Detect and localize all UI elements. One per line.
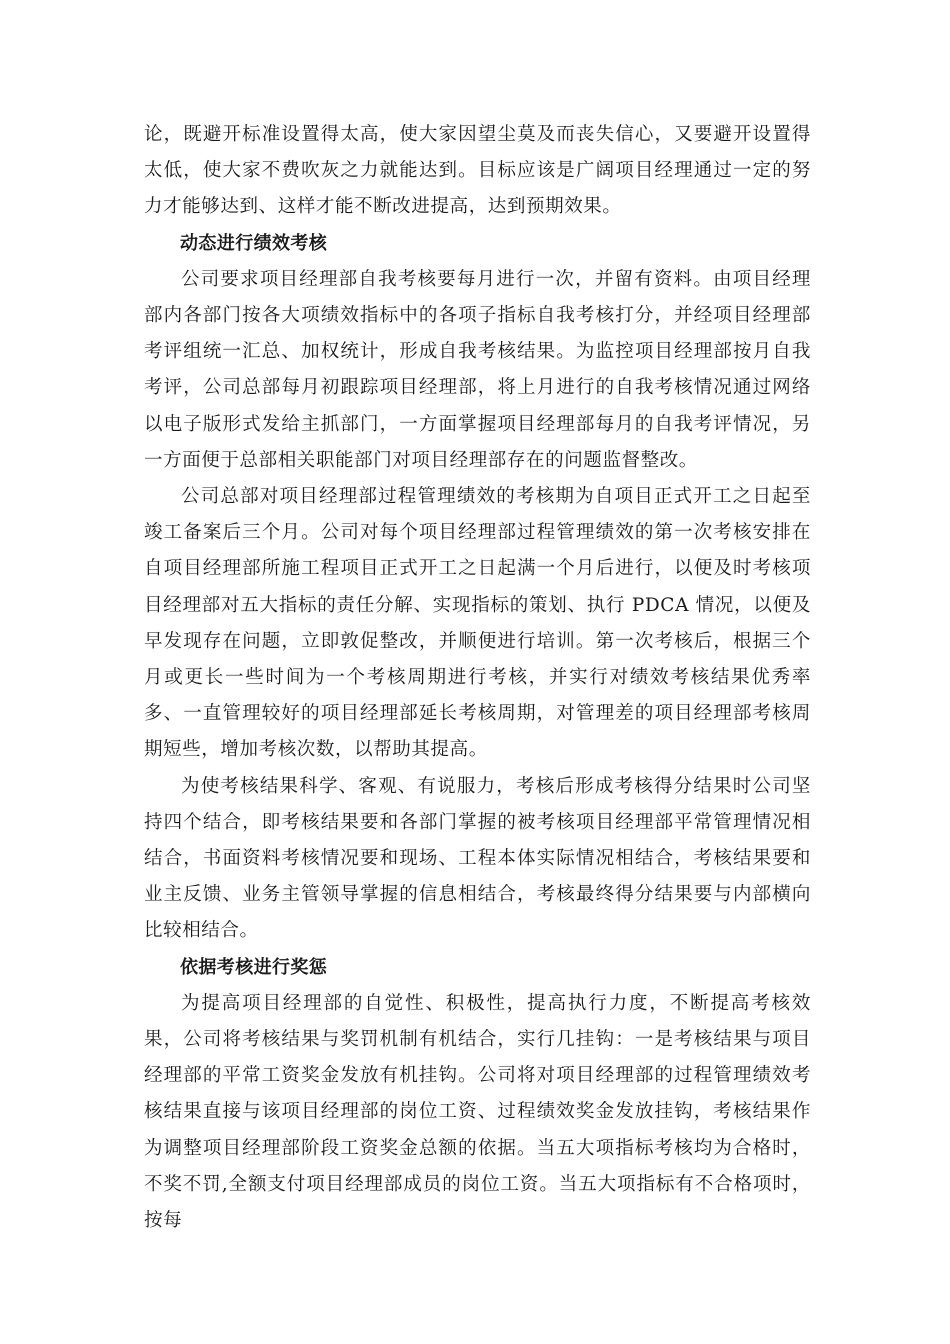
paragraph-monthly-self-assessment: 公司要求项目经理部自我考核要每月进行一次，并留有资料。由项目经理部内各部门按各大项绩效指标中的各项子指标自我考核打分，并经项目经理部考评组统一汇总、加权统计，形成自我考核结果。为监控项目经理部按月自我考评，公司总部每月初跟踪项目经理部，将上月进行的自我考核情况通过网络以电子版形式发给主抓部门，一方面掌握项目经理部每月的自我考评情况，另一方面便于总部相关职能部门对项目经理部存在的问题监督整改。	[144, 268, 811, 471]
paragraph-four-combinations: 为使考核结果科学、客观、有说服力，考核后形成考核得分结果时公司坚持四个结合，即考核结果要和各部门掌握的被考核项目经理部平常管理情况相结合，书面资料考核情况要和现场、工程本体实际情况相结合，考核结果要和业主反馈、业务主管领导掌握的信息相结合，考核最终得分结果要与内部横向比较相结合。	[144, 775, 811, 942]
section-heading-rewards-penalties: 依据考核进行奖惩	[180, 956, 328, 978]
section-heading-dynamic-assessment: 动态进行绩效考核	[180, 232, 328, 254]
paragraph-reward-linkage: 为提高项目经理部的自觉性、积极性，提高执行力度，不断提高考核效果，公司将考核结果与奖罚机制有机结合，实行几挂钩：一是考核结果与项目经理部的平常工资奖金发放有机挂钩。公司将对项目经理部的过程管理绩效考核结果直接与该项目经理部的岗位工资、过程绩效奖金发放挂钩，考核结果作为调整项目经理部阶段工资奖金总额的依据。当五大项指标考核均为合格时，不奖不罚,全额支付项目经理部成员的岗位工资。当五大项指标有不合格项时，按每	[144, 992, 811, 1232]
paragraph-continued: 论，既避开标准设置得太高，使大家因望尘莫及而丧失信心，又要避开设置得太低，使大家不费吹灰之力就能达到。目标应该是广阔项目经理通过一定的努力才能够达到、这样才能不断改进提高，达到预期效果。	[144, 124, 811, 218]
paragraph-assessment-period: 公司总部对项目经理部过程管理绩效的考核期为自项目正式开工之日起至竣工备案后三个月。公司对每个项目经理部过程管理绩效的第一次考核安排在自项目经理部所施工程项目正式开工之日起满一个月后进行，以便及时考核项目经理部对五大指标的责任分解、实现指标的策划、执行 PDCA 情况，以便及早发现存在问题，立即敦促整改，并顺便进行培训。第一次考核后，根据三个月或更长一些时间为一个考核周期进行考核，并实行对绩效考核结果优秀率多、一直管理较好的项目经理部延长考核周期，对管理差的项目经理部考核周期短些，增加考核次数，以帮助其提高。	[144, 486, 811, 761]
document-body	[144, 117, 811, 1239]
